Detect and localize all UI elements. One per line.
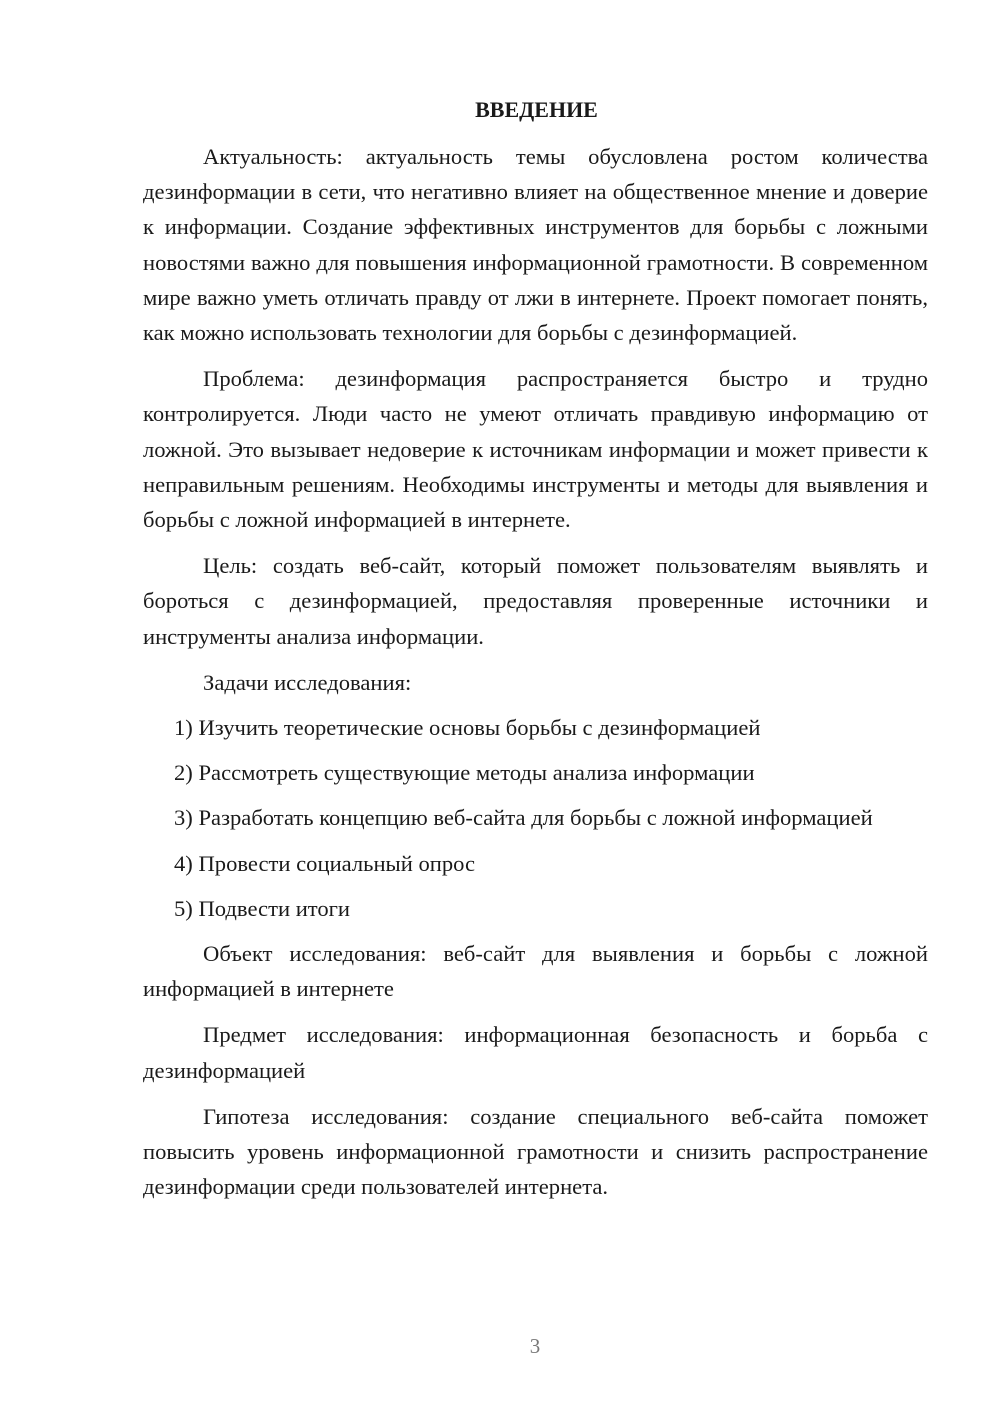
paragraph-problem: Проблема: дезинформация распространяется быстро и трудно контролируется. Люди часто не умеют отличать правдивую информацию от ложной. Это вызывает недоверие к источникам информации и может привести к неправильным решениям. Необходимы инструменты и методы для выявления и борьбы с ложной информацией в интернете. bbox=[143, 366, 928, 533]
page-number: 3 bbox=[529, 1334, 541, 1358]
tasks-heading: Задачи исследования: bbox=[203, 669, 412, 695]
paragraph-relevance: Актуальность: актуальность темы обусловлена ростом количества дезинформации в сети, что негативно влияет на общественное мнение и доверие к информации. Создание эффективных инструментов для борьбы с ложными новостями важно для повышения информационной грамотности. В современном мире важно уметь отличать правду от лжи в интернете. Проект помогает понять, как можно использовать технологии для борьбы с дезинформацией. bbox=[143, 144, 928, 346]
task-item-2: 2) Рассмотреть существующие методы анализа информации bbox=[174, 760, 755, 786]
paragraph-research-hypothesis: Гипотеза исследования: создание специального веб-сайта поможет повысить уровень информационной грамотности и снизить распространение дезинформации среди пользователей интернета. bbox=[143, 1103, 928, 1200]
document-page bbox=[143, 95, 928, 1215]
task-item-1: 1) Изучить теоретические основы борьбы с дезинформацией bbox=[174, 715, 761, 741]
paragraph-research-object: Объект исследования: веб-сайт для выявления и борьбы с ложной информацией в интернете bbox=[143, 941, 928, 1002]
task-item-4: 4) Провести социальный опрос bbox=[174, 850, 476, 876]
task-item-5: 5) Подвести итоги bbox=[174, 895, 351, 921]
paragraph-goal: Цель: создать веб-сайт, который поможет пользователям выявлять и бороться с дезинформацией, предоставляя проверенные источники и инструменты анализа информации. bbox=[143, 553, 928, 649]
page-title: ВВЕДЕНИЕ bbox=[475, 97, 598, 122]
paragraph-research-subject: Предмет исследования: информационная безопасность и борьба с дезинформацией bbox=[143, 1022, 928, 1083]
task-item-3: 3) Разработать концепцию веб-сайта для борьбы с ложной информацией bbox=[174, 805, 873, 831]
